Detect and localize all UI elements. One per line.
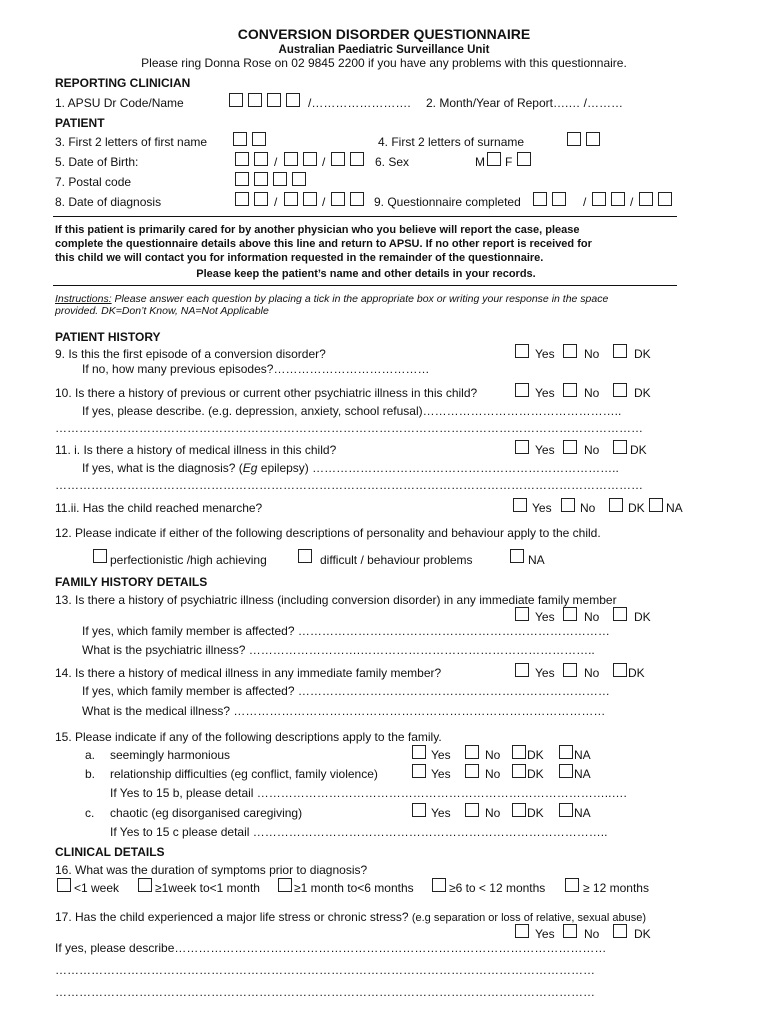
q12-na-checkbox[interactable] [510,549,524,563]
q13-no-label: No [584,610,600,624]
q15b-dk-checkbox[interactable] [512,764,526,778]
q10-dk-label: DK [634,386,651,400]
dod-month-1[interactable] [284,192,298,206]
q2-label[interactable]: 2. Month/Year of Report….… /……… [426,96,623,110]
q13-yes-checkbox[interactable] [515,607,529,621]
q15c-label: chaotic (eg disorganised caregiving) [110,806,303,820]
q10-yes-checkbox[interactable] [515,383,529,397]
q13-sub-1[interactable]: If yes, which family member is affected? …………………………………………………………………… [82,624,610,638]
q3-label: 3. First 2 letters of first name [55,135,208,149]
q15b-no-checkbox[interactable] [465,764,479,778]
q15b-na-checkbox[interactable] [559,764,573,778]
completed-year-1[interactable] [639,192,653,206]
q16-question: 16. What was the duration of symptoms prior to diagnosis? [55,863,368,877]
dob-month-2[interactable] [303,152,317,166]
q11ii-dk-checkbox[interactable] [609,498,623,512]
q1-code-box-4[interactable] [286,93,300,107]
q11ii-yes-label: Yes [532,501,552,515]
q4-box-1[interactable] [567,132,581,146]
q4-box-2[interactable] [586,132,600,146]
q17-yes-label: Yes [535,927,555,941]
q15a-dk-label: DK [527,748,544,762]
q11i-sub[interactable] [82,461,619,475]
q15a-letter: a. [85,748,96,762]
q11ii-no-label: No [580,501,596,515]
q15b-dk-label: DK [527,767,544,781]
q17-question [55,910,646,925]
q11i-dk-label: DK [630,443,647,457]
q12-na-label: NA [528,553,545,567]
q9-yes-label: Yes [535,347,555,361]
q11i-sub-b: epilepsy) ………………………………………………………………….. [257,461,619,475]
sex-m-checkbox[interactable] [487,152,501,166]
completed-day-1[interactable] [533,192,547,206]
patient-heading: PATIENT [55,116,105,130]
q15b-no-label: No [485,767,501,781]
q13-question: 13. Is there a history of psychiatric illness (including conversion disorder) in any immediate family member [55,593,617,607]
q15-question: 15. Please indicate if any of the following descriptions apply to the family. [55,730,442,744]
q15c-dk-checkbox[interactable] [512,803,526,817]
q9-sub[interactable]: If no, how many previous episodes?………………………………… [82,362,430,376]
q14-dk-checkbox[interactable] [613,663,627,677]
notice-line-2: complete the questionnaire details above this line and return to APSU. If no other report is received for [55,238,592,250]
q16-lt1week-checkbox[interactable] [57,878,71,892]
q13-no-checkbox[interactable] [563,607,577,621]
q11i-yes-label: Yes [535,443,555,457]
q9-question: 9. Is this the first episode of a conversion disorder? [55,347,326,361]
q12-perfectionistic-checkbox[interactable] [93,549,107,563]
dod-slash-1: / [274,195,278,209]
dod-slash-2: / [322,195,326,209]
q14-no-label: No [584,666,600,680]
q3-box-2[interactable] [252,132,266,146]
q16-lt1week-label: <1 week [74,881,120,895]
q12-difficult-checkbox[interactable] [298,549,312,563]
q5-label: 5. Date of Birth: [55,155,139,169]
q14-no-checkbox[interactable] [563,663,577,677]
sex-m-label: M [475,155,485,169]
q15c-yes-checkbox[interactable] [412,803,426,817]
q1-name-field[interactable]: /……………………. [308,96,411,110]
q11ii-yes-checkbox[interactable] [513,498,527,512]
q9-completed-label: 9. Questionnaire completed [374,195,521,209]
q16-1month-6months-checkbox[interactable] [278,878,292,892]
completed-slash-1: / [583,195,587,209]
q14-sub-1[interactable]: If yes, which family member is affected? …………………………………………………………………… [82,684,610,698]
q9-no-label: No [584,347,600,361]
dod-day-2[interactable] [254,192,268,206]
q15b-yes-label: Yes [431,767,451,781]
q12-question: 12. Please indicate if either of the following descriptions of personality and behaviour apply to the child. [55,526,601,540]
instructions-label: Instructions: [55,293,112,305]
q11i-yes-checkbox[interactable] [515,440,529,454]
q11ii-no-checkbox[interactable] [561,498,575,512]
q15b-letter: b. [85,767,96,781]
notice-line-4: Please keep the patient’s name and other details in your records. [196,268,536,280]
q1-code-box-1[interactable] [229,93,243,107]
q11i-sub-a: If yes, what is the diagnosis? ( [82,461,243,475]
dod-year-1[interactable] [331,192,345,206]
dob-day-2[interactable] [254,152,268,166]
q17-fill-line-2[interactable]: ……………………………………………………………………………………………………………………… [55,985,595,999]
q7-label: 7. Postal code [55,175,132,189]
q10-no-label: No [584,386,600,400]
instructions-line-1 [55,293,608,305]
q15a-no-checkbox[interactable] [465,745,479,759]
q11i-fill-line[interactable]: ………………………………………………………………………………………………………………………………… [55,478,643,492]
q15c-letter: c. [85,806,95,820]
q14-sub-2[interactable]: What is the medical illness? ………………………………………………………………………………… [82,704,606,718]
q9-yes-checkbox[interactable] [515,344,529,358]
q1-code-box-3[interactable] [267,93,281,107]
q11i-no-label: No [584,443,600,457]
q16-1month-6months-label: ≥1 month to<6 months [294,881,414,895]
dob-slash-2: / [322,155,326,169]
q17-dk-label: DK [634,927,651,941]
reporting-heading: REPORTING CLINICIAN [55,76,191,90]
instructions-line-2: provided. DK=Don’t Know, NA=Not Applicable [55,305,269,317]
completed-month-1[interactable] [592,192,606,206]
q15c-na-label: NA [574,806,591,820]
q11i-dk-checkbox[interactable] [613,440,627,454]
notice-line-3: this child we will contact you for information requested in the remainder of the questionnaire. [55,252,544,264]
q12-perfectionistic-label: perfectionistic /high achieving [110,553,267,567]
q15a-label: seemingly harmonious [110,748,231,762]
postcode-box-2[interactable] [254,172,268,186]
q10-question: 10. Is there a history of previous or current other psychiatric illness in this child? [55,386,478,400]
q16-1week-1month-checkbox[interactable] [138,878,152,892]
q1-label: 1. APSU Dr Code/Name [55,96,184,110]
q14-question: 14. Is there a history of medical illness in any immediate family member? [55,666,442,680]
contact-line: Please ring Donna Rose on 02 9845 2200 if you have any problems with this questionnaire. [141,56,627,70]
q10-no-checkbox[interactable] [563,383,577,397]
q11i-no-checkbox[interactable] [563,440,577,454]
q17-fill-line-1[interactable]: ……………………………………………………………………………………………………………………… [55,963,595,977]
completed-day-2[interactable] [552,192,566,206]
postcode-box-4[interactable] [292,172,306,186]
q13-sub-2[interactable]: What is the psychiatric illness? ……………………….………………………………………………….. [82,643,595,657]
form-title: CONVERSION DISORDER QUESTIONNAIRE [237,26,531,42]
q17-dk-checkbox[interactable] [613,924,627,938]
q16-6-12months-label: ≥6 to < 12 months [449,881,546,895]
completed-month-2[interactable] [611,192,625,206]
q13-yes-label: Yes [535,610,555,624]
q17-yes-checkbox[interactable] [515,924,529,938]
q17-no-checkbox[interactable] [563,924,577,938]
dob-day-1[interactable] [235,152,249,166]
q15a-yes-checkbox[interactable] [412,745,426,759]
divider-bottom [53,285,677,286]
family-heading: FAMILY HISTORY DETAILS [55,575,208,589]
q6-label: 6. Sex [375,155,410,169]
q17-examples: (e.g separation or loss of relative, sexual abuse) [411,912,647,924]
q8-label: 8. Date of diagnosis [55,195,162,209]
q15c-yes-label: Yes [431,806,451,820]
q14-dk-label: DK [628,666,645,680]
q11ii-na-checkbox[interactable] [649,498,663,512]
q11ii-question: 11.ii. Has the child reached menarche? [55,501,263,515]
divider-top [53,216,677,217]
q14-yes-label: Yes [535,666,555,680]
q16-12months-checkbox[interactable] [565,878,579,892]
q9-dk-checkbox[interactable] [613,344,627,358]
q15a-na-label: NA [574,748,591,762]
q15b-label: relationship difficulties (eg conflict, family violence) [110,767,378,781]
q14-yes-checkbox[interactable] [515,663,529,677]
q11i-sub-eg: Eg [242,461,258,475]
q10-sub[interactable]: If yes, please describe. (e.g. depression, anxiety, school refusal)………………………………………….. [82,404,622,418]
q15c-sub[interactable]: If Yes to 15 c please detail …………………………………………………………………………….. [110,825,608,839]
q15a-dk-checkbox[interactable] [512,745,526,759]
q1-code-box-2[interactable] [248,93,262,107]
q13-dk-label: DK [634,610,651,624]
notice-line-1: If this patient is primarily cared for by another physician who you believe will report the case, please [55,224,580,236]
q4-label: 4. First 2 letters of surname [378,135,525,149]
q15a-na-checkbox[interactable] [559,745,573,759]
q15c-na-checkbox[interactable] [559,803,573,817]
q15c-dk-label: DK [527,806,544,820]
q11ii-dk-label: DK [628,501,645,515]
q17-sub[interactable]: If yes, please describe……………………………………………………………………………………………… [55,941,607,955]
dod-year-2[interactable] [350,192,364,206]
form-subtitle: Australian Paediatric Surveillance Unit [278,44,490,56]
q11i-question: 11. i. Is there a history of medical illness in this child? [55,443,337,457]
q9-dk-label: DK [634,347,651,361]
dob-slash-1: / [274,155,278,169]
q10-yes-label: Yes [535,386,555,400]
q16-12months-label: ≥ 12 months [583,881,649,895]
q15c-no-label: No [485,806,501,820]
q15a-no-label: No [485,748,501,762]
completed-year-2[interactable] [658,192,672,206]
q17-no-label: No [584,927,600,941]
q15c-no-checkbox[interactable] [465,803,479,817]
sex-f-label: F [505,155,513,169]
completed-slash-2: / [630,195,634,209]
q16-6-12months-checkbox[interactable] [432,878,446,892]
q3-box-1[interactable] [233,132,247,146]
sex-f-checkbox[interactable] [517,152,531,166]
postcode-box-3[interactable] [273,172,287,186]
instructions-text: Please answer each question by placing a tick in the appropriate box or writing your response in the space [111,293,609,305]
clinical-heading: CLINICAL DETAILS [55,845,165,859]
q15b-sub[interactable]: If Yes to 15 b, please detail ……………………………………………………………………………..…. [110,786,627,800]
q15b-yes-checkbox[interactable] [412,764,426,778]
q17-question-text: 17. Has the child experienced a major life stress or chronic stress? [55,910,409,924]
q9-no-checkbox[interactable] [563,344,577,358]
history-heading: PATIENT HISTORY [55,330,161,344]
postcode-box-1[interactable] [235,172,249,186]
q12-difficult-label: difficult / behaviour problems [320,553,473,567]
q15a-yes-label: Yes [431,748,451,762]
q10-fill-line[interactable]: ………………………………………………………………………………………………………………………………… [55,421,643,435]
dod-month-2[interactable] [303,192,317,206]
q13-dk-checkbox[interactable] [613,607,627,621]
dod-day-1[interactable] [235,192,249,206]
dob-month-1[interactable] [284,152,298,166]
dob-year-2[interactable] [350,152,364,166]
dob-year-1[interactable] [331,152,345,166]
q10-dk-checkbox[interactable] [613,383,627,397]
q11ii-na-label: NA [666,501,683,515]
q15b-na-label: NA [574,767,591,781]
q16-1week-1month-label: ≥1week to<1 month [155,881,260,895]
